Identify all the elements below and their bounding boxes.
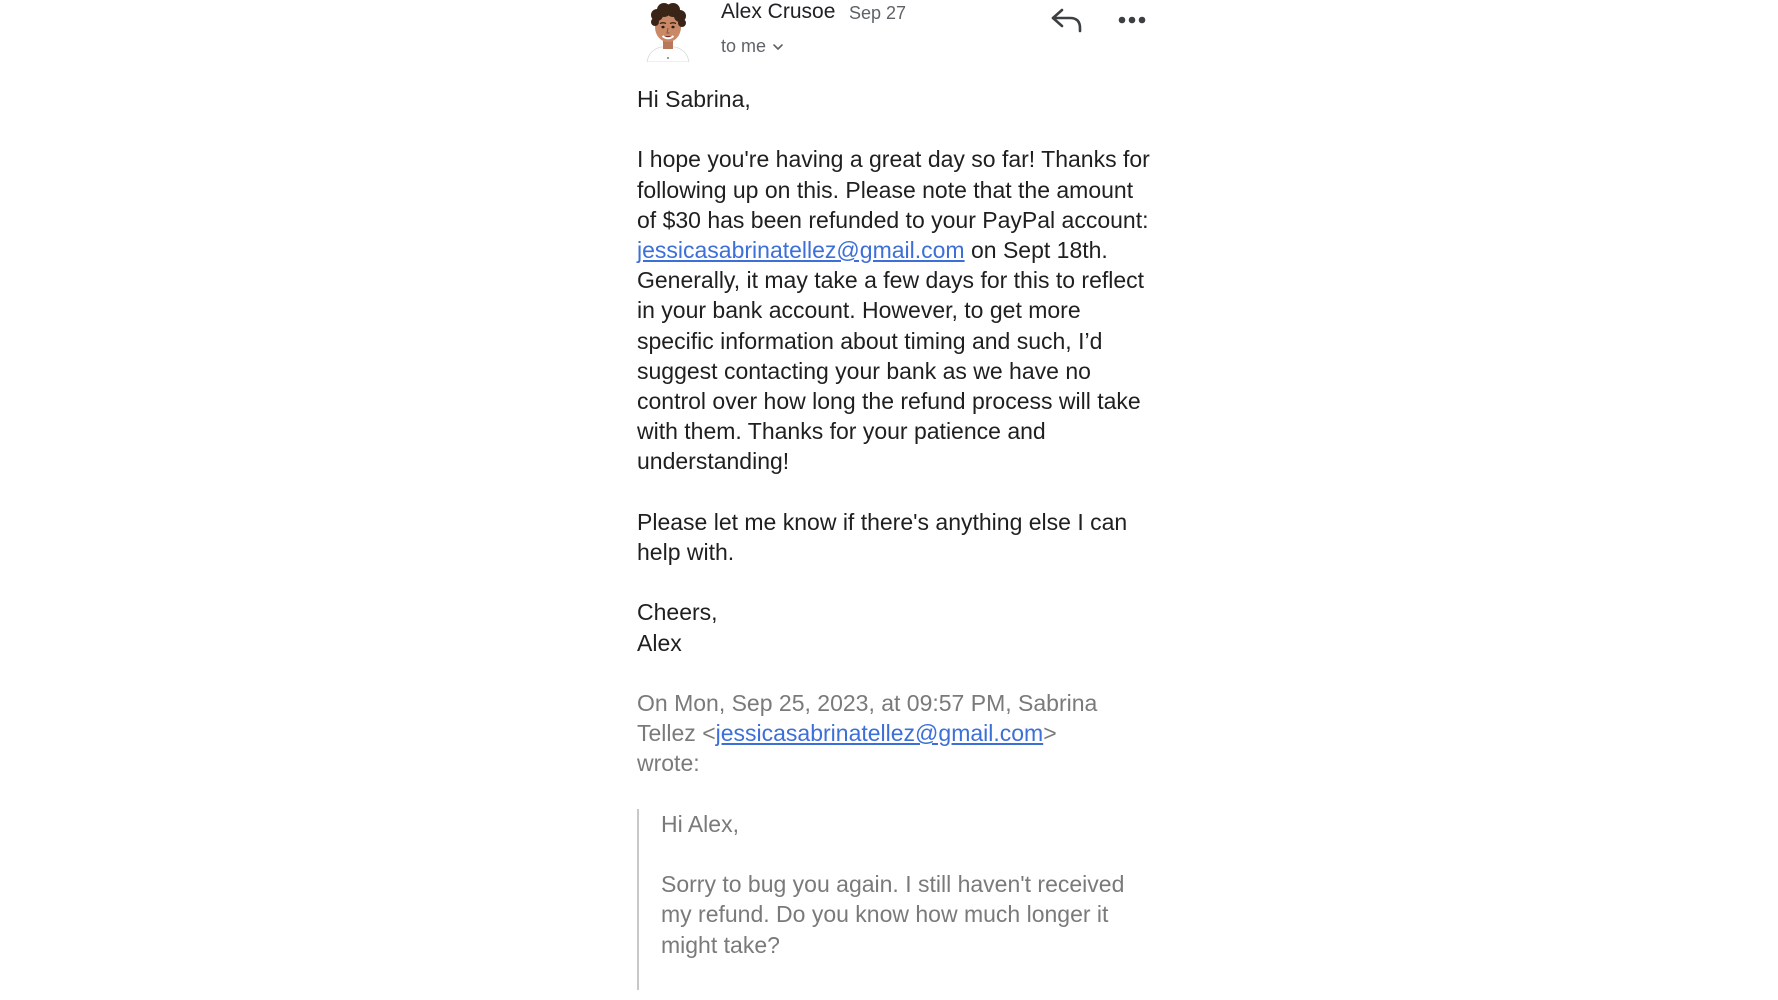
recipients-toggle[interactable] xyxy=(721,36,784,57)
paypal-email-link[interactable]: jessicasabrinatellez@gmail.com xyxy=(637,237,965,263)
greeting-line: Hi Sabrina, xyxy=(637,86,751,112)
signature-block xyxy=(637,597,1157,657)
email-header xyxy=(637,0,1157,64)
quoted-sender-email-link[interactable]: jessicasabrinatellez@gmail.com xyxy=(715,720,1044,747)
quoted-greeting: Hi Alex, xyxy=(661,810,739,837)
message-date: Sep 27 xyxy=(849,3,907,23)
sender-avatar[interactable] xyxy=(637,0,699,62)
main-paragraph-continued: on Sept 18th. Generally, it may take a few days for this to reflect in your bank account. However, to get more specific information about timing and such, I’d suggest contacting your bank as we have no control over how long the refund process will take with them. Thanks for your patience and understanding! xyxy=(637,237,1145,475)
email-body xyxy=(637,84,1157,990)
quoted-header-text: On Mon, Sep 25, 2023, at 09:57 PM, Sabrina Tellez < xyxy=(637,690,1098,747)
main-paragraph-text: I hope you're having a great day so far! Thanks for following up on this. Please note that the amount of $30 has been refunded to your PayPal account: xyxy=(637,146,1150,233)
chevron-down-icon xyxy=(772,42,784,52)
quoted-body: Sorry to bug you again. I still haven't received my refund. Do you know how much longer it might take? xyxy=(661,871,1125,958)
main-paragraph xyxy=(637,144,1157,476)
email-message xyxy=(637,0,1157,958)
signoff: Cheers, xyxy=(637,599,718,626)
help-paragraph: Please let me know if there's anything else I can help with. xyxy=(637,508,1128,566)
quoted-header xyxy=(637,688,1157,779)
sender-name[interactable]: Alex Crusoe xyxy=(721,0,836,23)
recipients-label: to me xyxy=(721,36,767,56)
quoted-header-wrote: wrote: xyxy=(637,750,700,777)
quoted-header-close: > xyxy=(1043,720,1057,747)
reply-icon[interactable] xyxy=(1048,4,1084,36)
more-horizontal-icon[interactable] xyxy=(1114,4,1150,36)
quoted-message xyxy=(637,809,1157,990)
signature-name: Alex xyxy=(637,629,682,656)
